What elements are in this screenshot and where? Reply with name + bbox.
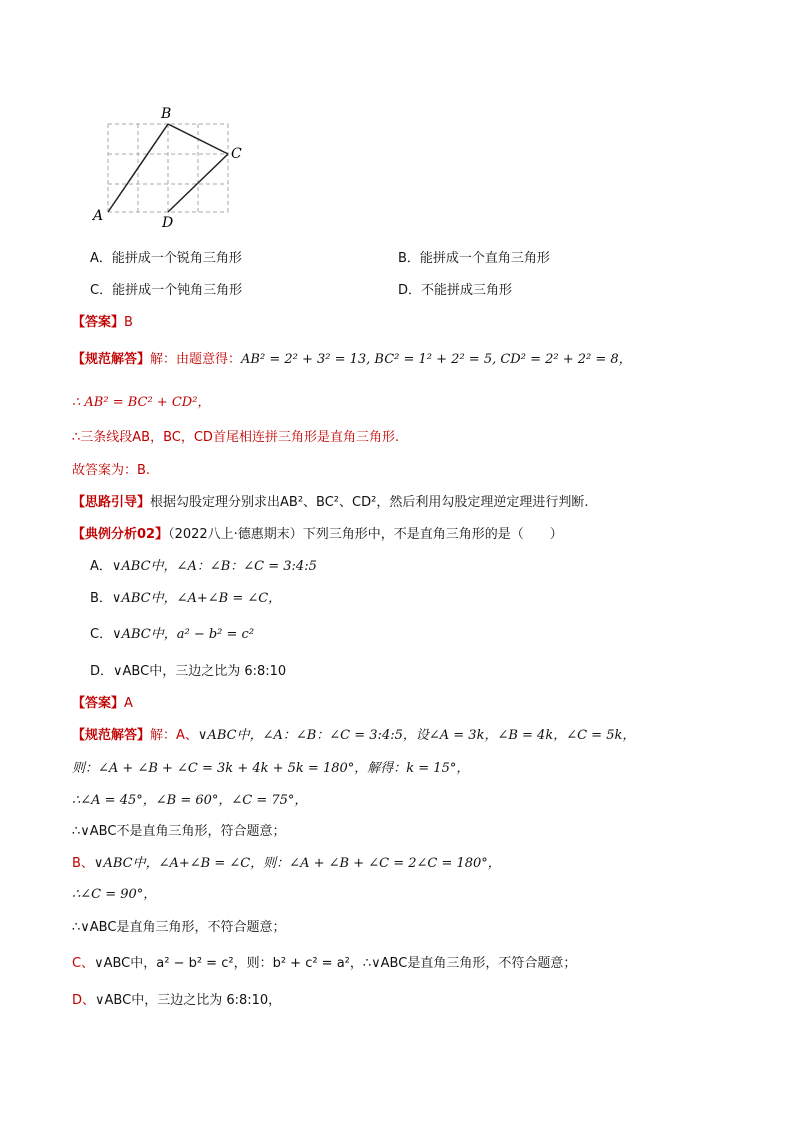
q2-solution-line4: ∴∨ABC不是直角三角形，符合题意； — [72, 824, 286, 839]
q1-solution-line3: ∴三条线段AB，BC，CD首尾相连拼三角形是直角三角形. — [72, 430, 400, 445]
label-c: C — [231, 146, 242, 162]
q2-option-a: A．∨ABC中，∠A：∠B：∠C = 3:4:5 — [90, 559, 317, 574]
q1-answer: 【答案】B — [72, 315, 133, 330]
q2-option-d: D．∨ABC中，三边之比为 6:8:10 — [90, 664, 287, 679]
label-a: A — [93, 208, 104, 224]
q2-option-c: C．∨ABC中，a² − b² = c² — [90, 627, 255, 642]
q2-solution-line1: 【规范解答】解：A、∨ABC中，∠A：∠B：∠C = 3:4:5，设∠A = 3k，∠B = 4k，∠C = 5k， — [72, 728, 636, 743]
grid-lines — [108, 124, 228, 212]
q2-solution-line2: 则：∠A + ∠B + ∠C = 3k + 4k + 5k = 180°，解得：k = 15°， — [72, 761, 470, 776]
q2-answer: 【答案】A — [72, 696, 133, 711]
label-d: D — [162, 215, 174, 231]
answer-tag: 【答案】 — [72, 315, 125, 330]
q2-solution-line9: D、∨ABC中，三边之比为 6:8:10， — [72, 993, 282, 1008]
q1-option-c: C．能拼成一个钝角三角形 — [90, 283, 243, 298]
q1-option-a: A．能拼成一个锐角三角形 — [90, 251, 242, 266]
label-b: B — [161, 106, 172, 122]
segment-bc — [168, 124, 228, 154]
grid-figure — [88, 104, 258, 232]
q2-option-b: B．∨ABC中，∠A+∠B = ∠C， — [90, 591, 282, 606]
q1-conclusion: 故答案为：B. — [72, 463, 151, 478]
q1-option-b: B．能拼成一个直角三角形 — [398, 251, 550, 266]
q2-solution-line8: C、∨ABC中，a² − b² = c²，则：b² + c² = a²，∴∨ABC是直角三角形，不符合题意； — [72, 956, 577, 971]
q1-solution-line2: ∴ AB² = BC² + CD²， — [72, 395, 211, 410]
q2-solution-line3: ∴∠A = 45°，∠B = 60°，∠C = 75°， — [72, 793, 308, 808]
q2-solution-line5: B、∨ABC中，∠A+∠B = ∠C，则：∠A + ∠B + ∠C = 2∠C = 180°， — [72, 856, 501, 871]
q2-solution-line7: ∴∨ABC是直角三角形，不符合题意； — [72, 920, 286, 935]
segment-ab — [108, 124, 168, 212]
q1-hint: 【思路引导】根据勾股定理分别求出AB²、BC²、CD²，然后利用勾股定理逆定理进行判断. — [72, 495, 589, 510]
q1-solution-line1: 【规范解答】解：由题意得：AB² = 2² + 3² = 13, BC² = 1² + 2² = 5, CD² = 2² + 2² = 8， — [72, 352, 632, 367]
q2-solution-line6: ∴∠C = 90°， — [72, 887, 157, 902]
q1-option-d: D．不能拼成三角形 — [398, 283, 513, 298]
q2-header: 【典例分析02】（2022八上·德惠期末）下列三角形中，不是直角三角形的是（ ） — [72, 527, 563, 542]
